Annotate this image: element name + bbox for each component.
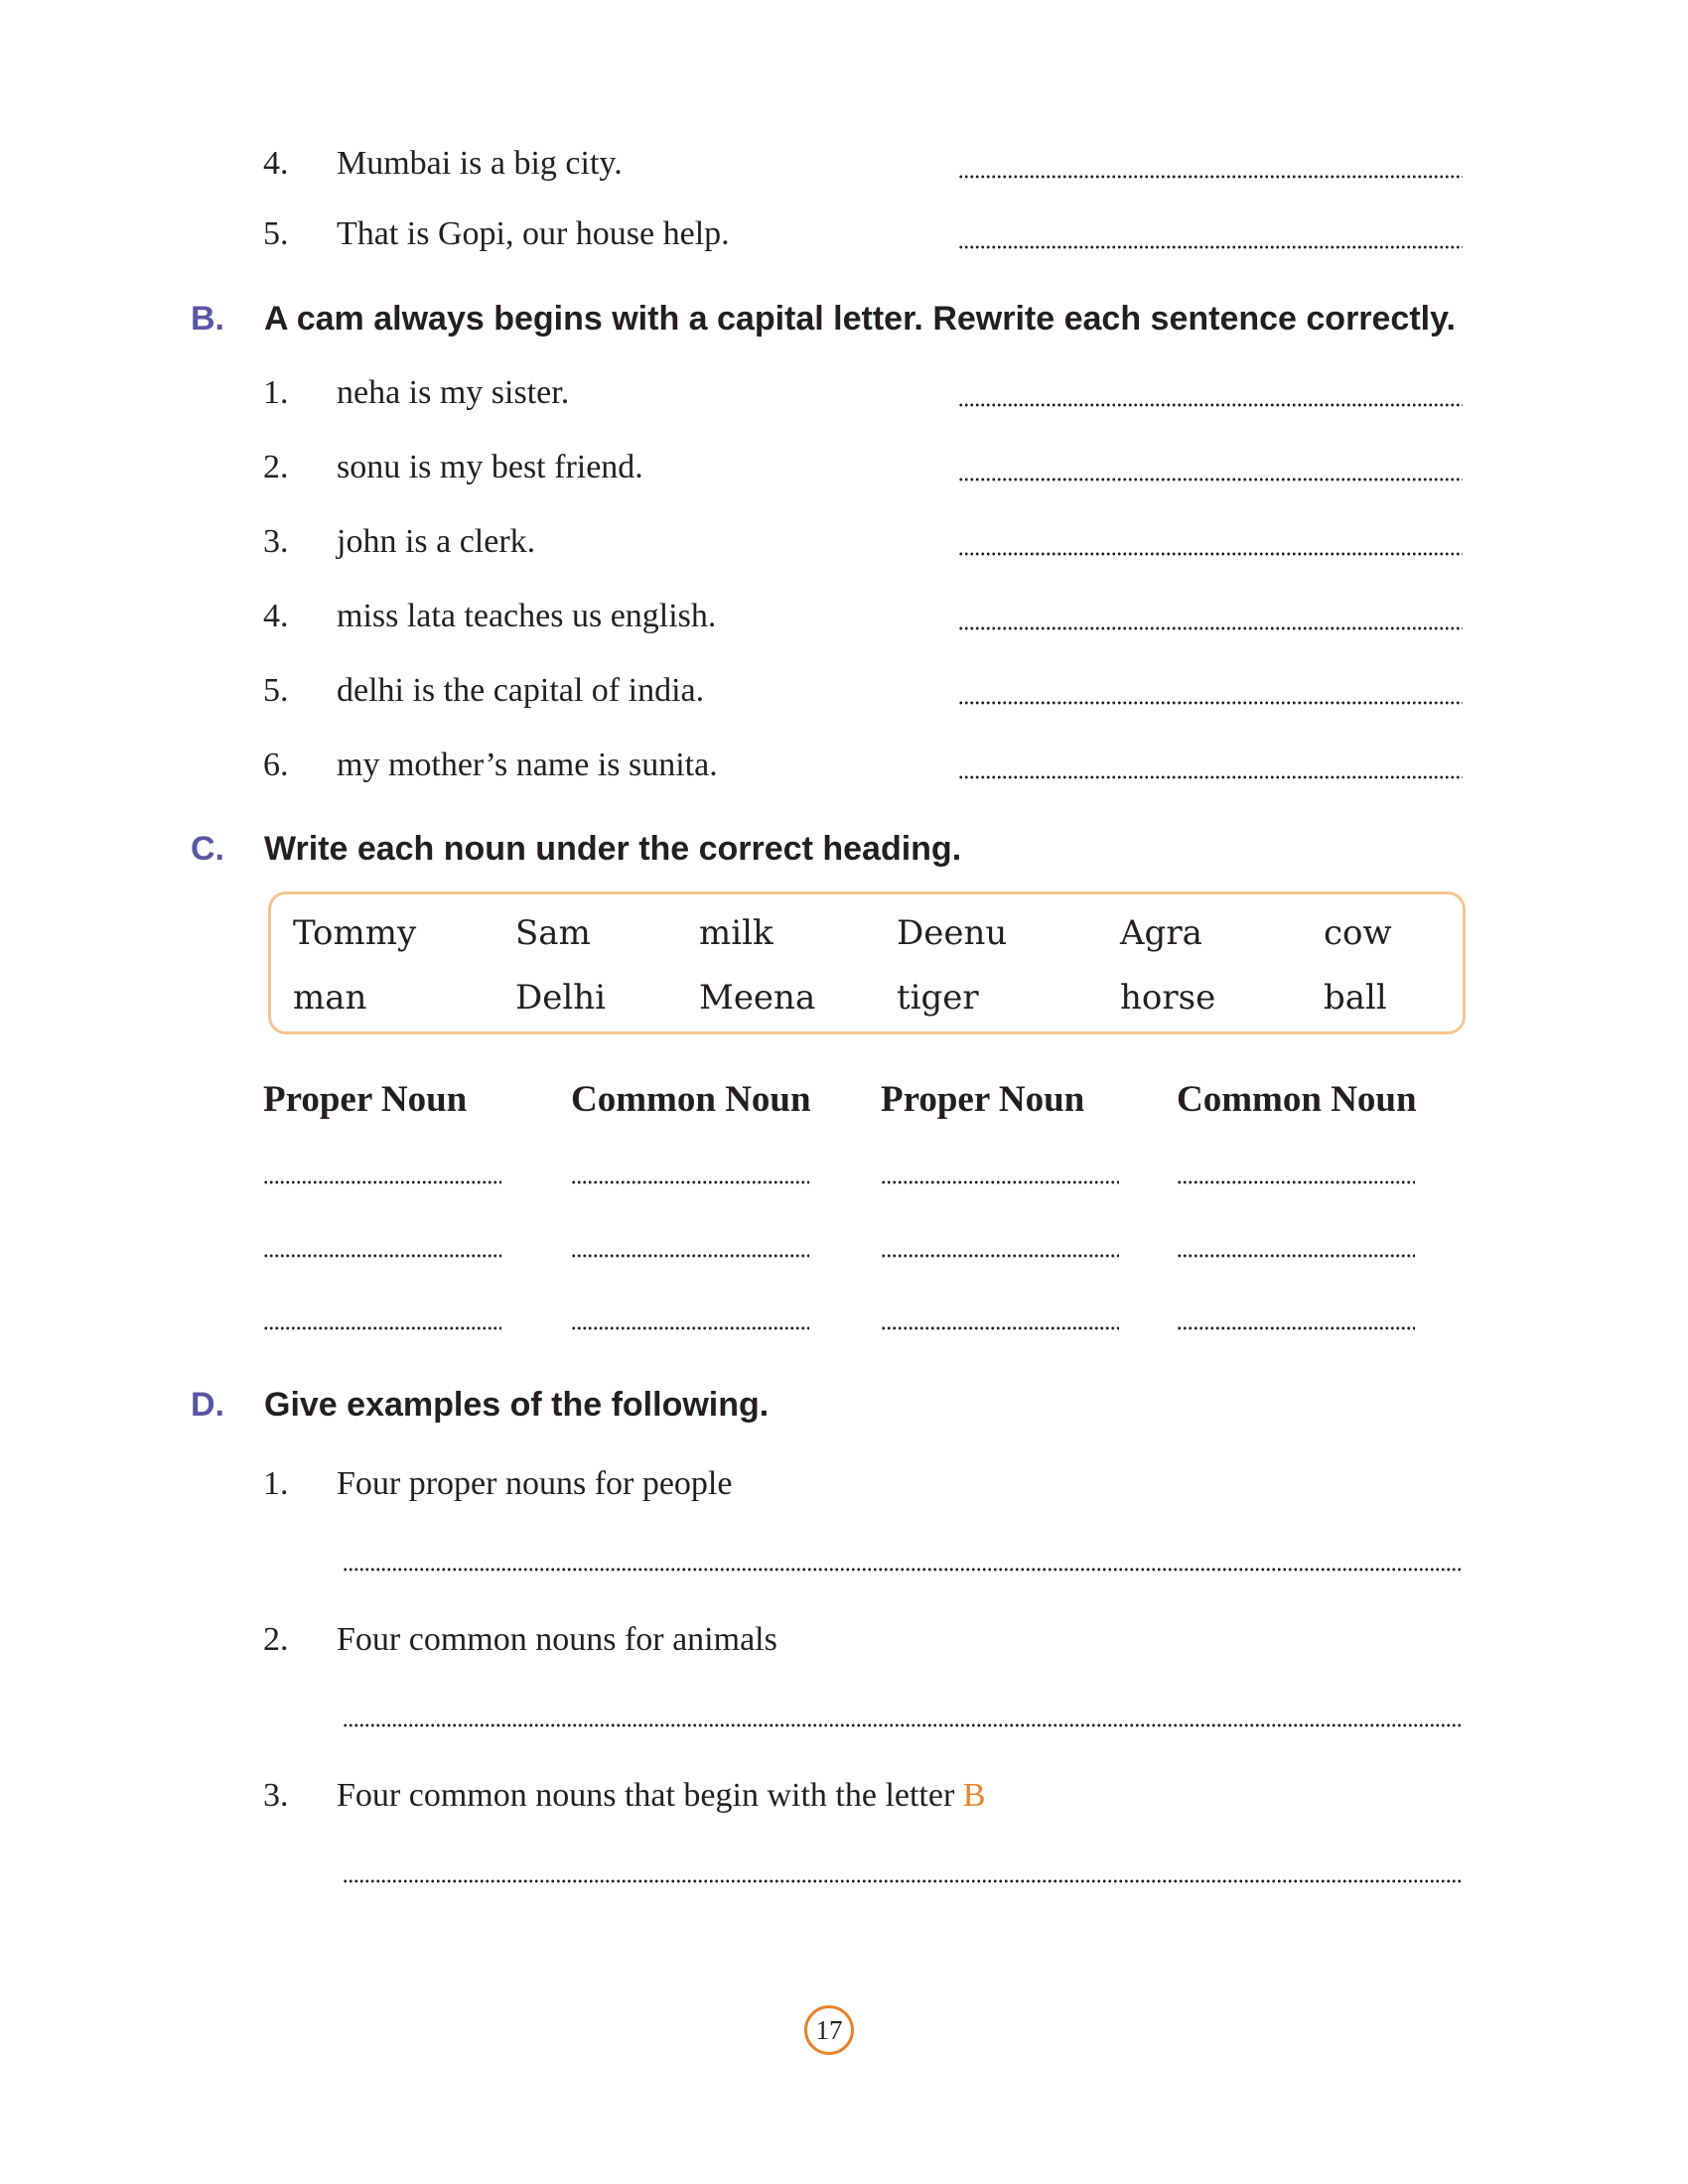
section-b-letter: B.	[191, 300, 224, 338]
answer-line[interactable]	[958, 245, 1463, 249]
section-c-letter: C.	[191, 830, 224, 868]
section-d-letter: D.	[191, 1386, 224, 1424]
answer-line[interactable]	[1177, 1254, 1415, 1258]
answer-line[interactable]	[263, 1180, 501, 1184]
word-bank-item: milk	[699, 913, 774, 953]
item-text: my mother’s name is sunita.	[337, 747, 718, 783]
answer-line[interactable]	[343, 1723, 1461, 1727]
word-bank-item: Deenu	[897, 913, 1008, 953]
item-number: 3.	[263, 523, 289, 560]
answer-line[interactable]	[571, 1254, 809, 1258]
item-text: miss lata teaches us english.	[337, 598, 717, 634]
column-heading-proper-noun: Proper Noun	[881, 1079, 1085, 1120]
answer-line[interactable]	[263, 1254, 501, 1258]
item-number: 4.	[263, 145, 289, 182]
answer-line[interactable]	[571, 1180, 809, 1184]
answer-line[interactable]	[958, 701, 1463, 705]
word-bank-item: horse	[1120, 978, 1216, 1018]
column-heading-common-noun: Common Noun	[1177, 1079, 1417, 1120]
answer-line[interactable]	[1177, 1326, 1415, 1330]
word-bank-item: tiger	[897, 978, 979, 1018]
item-text: sonu is my best friend.	[337, 449, 643, 485]
item-text-main: Four common nouns that begin with the letter	[337, 1777, 963, 1814]
column-heading-proper-noun: Proper Noun	[263, 1079, 468, 1120]
item-text: Four proper nouns for people	[337, 1465, 733, 1502]
column-heading-common-noun: Common Noun	[571, 1079, 811, 1120]
item-text: neha is my sister.	[337, 374, 570, 411]
item-text: delhi is the capital of india.	[337, 672, 705, 709]
answer-line[interactable]	[881, 1180, 1119, 1184]
answer-line[interactable]	[958, 775, 1463, 779]
answer-line[interactable]	[958, 478, 1463, 481]
section-c-title: Write each noun under the correct heading.	[264, 830, 962, 868]
answer-line[interactable]	[958, 626, 1463, 630]
highlight-letter: B	[962, 1777, 986, 1814]
section-b-title: A cam always begins with a capital letter. Rewrite each sentence correctly.	[264, 300, 1456, 338]
section-d-title: Give examples of the following.	[264, 1386, 770, 1424]
item-text: Mumbai is a big city.	[337, 145, 623, 182]
answer-line[interactable]	[958, 552, 1463, 556]
item-number: 4.	[263, 598, 289, 634]
answer-line[interactable]	[881, 1326, 1119, 1330]
answer-line[interactable]	[958, 403, 1463, 407]
word-bank-box	[268, 891, 1466, 1034]
answer-line[interactable]	[1177, 1180, 1415, 1184]
item-number: 1.	[263, 374, 289, 411]
word-bank-item: Sam	[515, 913, 591, 953]
item-text: That is Gopi, our house help.	[337, 215, 730, 252]
word-bank-item: Meena	[699, 978, 816, 1018]
item-number: 5.	[263, 672, 289, 709]
answer-line[interactable]	[571, 1326, 809, 1330]
page-number: 17	[804, 2005, 854, 2055]
word-bank-item: ball	[1324, 978, 1387, 1018]
item-number: 2.	[263, 1621, 289, 1658]
word-bank-item: Agra	[1120, 913, 1202, 953]
answer-line[interactable]	[958, 175, 1463, 179]
item-text: Four common nouns for animals	[337, 1621, 777, 1658]
item-number: 3.	[263, 1777, 289, 1814]
item-text	[337, 1777, 985, 1815]
item-text: john is a clerk.	[337, 523, 536, 560]
word-bank-item: Tommy	[293, 913, 417, 953]
item-number: 2.	[263, 449, 289, 485]
answer-line[interactable]	[343, 1879, 1461, 1883]
word-bank-item: Delhi	[515, 978, 607, 1018]
answer-line[interactable]	[343, 1568, 1461, 1571]
answer-line[interactable]	[263, 1326, 501, 1330]
answer-line[interactable]	[881, 1254, 1119, 1258]
word-bank-item: cow	[1324, 913, 1392, 953]
item-number: 6.	[263, 747, 289, 783]
item-number: 5.	[263, 215, 289, 252]
word-bank-item: man	[293, 978, 367, 1018]
item-number: 1.	[263, 1465, 289, 1502]
